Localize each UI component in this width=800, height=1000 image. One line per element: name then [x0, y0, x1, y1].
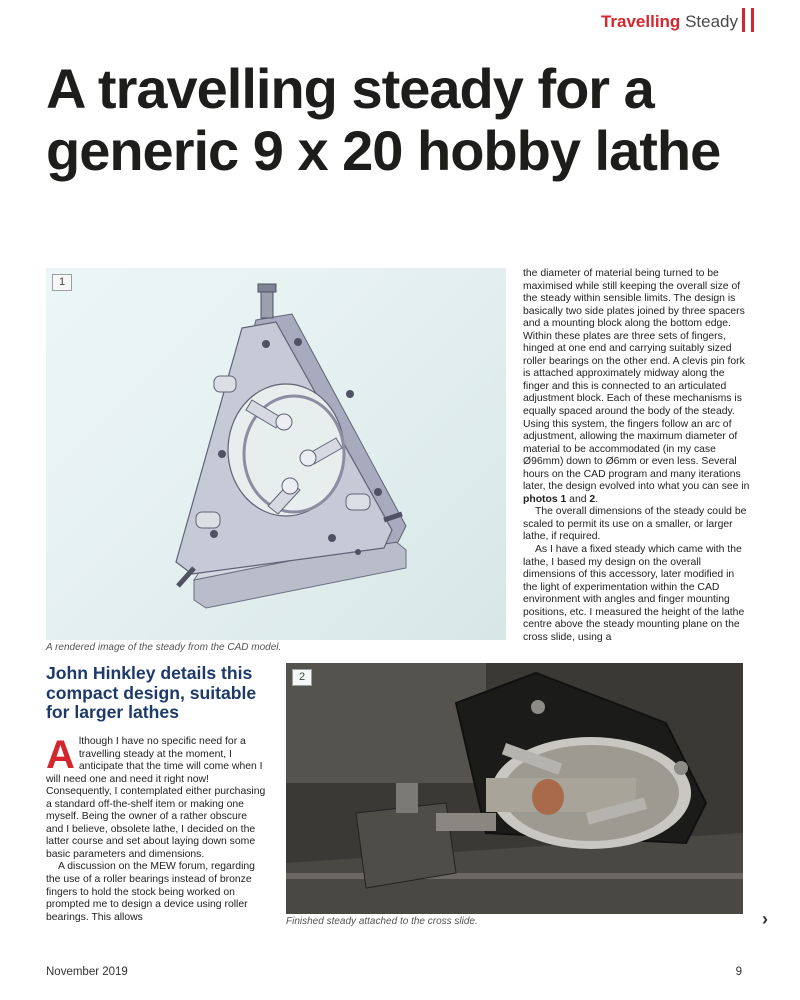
- figure-1-number: 1: [52, 274, 72, 291]
- section-header: [601, 12, 738, 32]
- right-paragraph-3: As I have a fixed steady which came with the lathe, I based my design on the overall dimensions of this accessory, later modified in the light of experimentation within the CAD environment with angles and finger mounting positions, etc. I measured the height of the lathe centre above the steady mounting plane on the cross slide, using a: [523, 544, 745, 643]
- page-number: 9: [735, 966, 742, 978]
- right-column-text: [523, 268, 751, 644]
- steady-photo-illustration: [286, 663, 743, 914]
- header-bars-decoration: [742, 8, 754, 32]
- figure-2-photo: [286, 663, 743, 914]
- article-title: A travelling steady for a generic 9 x 20 hobby lathe: [46, 57, 721, 182]
- left-paragraph-2: A discussion on the MEW forum, regarding the use of a roller bearings instead of bronze fingers to hold the stock being worked on prompted me to design a device using roller bearings. This allows: [46, 861, 255, 923]
- figure-1-cad-render: [46, 268, 506, 640]
- cad-steady-illustration: [46, 268, 506, 640]
- right-paragraph-2: The overall dimensions of the steady could be scaled to permit its use on a smaller, or larger lathe, if required.: [523, 506, 747, 543]
- figure-1-caption: A rendered image of the steady from the CAD model.: [46, 642, 282, 653]
- article-subheading: John Hinkley details this compact design, suitable for larger lathes: [46, 663, 257, 722]
- drop-cap: A: [46, 733, 75, 777]
- left-column-text: [46, 733, 266, 924]
- figure-2-caption: Finished steady attached to the cross slide.: [286, 916, 478, 927]
- footer-date: November 2019: [46, 966, 128, 978]
- right-paragraph-1: the diameter of material being turned to be maximised while still keeping the overall size of the steady within sensible limits. The design is basically two side plates joined by three spacers and a mounting block along the bottom edge. Within these plates are three sets of fingers, hinged at one end and carrying suitably sized roller bearings on the other end. A clevis pin fork is attached approximately midway along the finger and this is connected to an articulated adjustment block. Each of these mechanisms is equally spaced around the body of the steady. Using this system, the fingers follow an arc of adjustment, allowing the maximum diameter of material to be accommodated (in my case Ø96mm) down to Ø6mm or even less. Several hours on the CAD program and many iterations later, the design evolved into what you can see in photos 1 and 2.: [523, 268, 750, 505]
- photos-reference-2: 2: [589, 493, 596, 505]
- figure-2-number: 2: [292, 669, 312, 686]
- left-paragraph-1: Although I have no specific need for a travelling steady at the moment, I anticipate that the time will come when I will need one and need it right now! Consequently, I contemplated either purchasing a standard off-the-shelf item or making one myself. Being the owner of a rather obscure and I believe, obsolete lathe, I decided on the latter course and set about laying down some basic parameters and dimensions.: [46, 733, 266, 860]
- chevron-right-icon[interactable]: ›: [762, 909, 768, 929]
- section-header-regular: Steady: [685, 12, 738, 31]
- photos-reference-1: photos 1: [523, 493, 567, 505]
- section-header-bold: Travelling: [600, 12, 681, 31]
